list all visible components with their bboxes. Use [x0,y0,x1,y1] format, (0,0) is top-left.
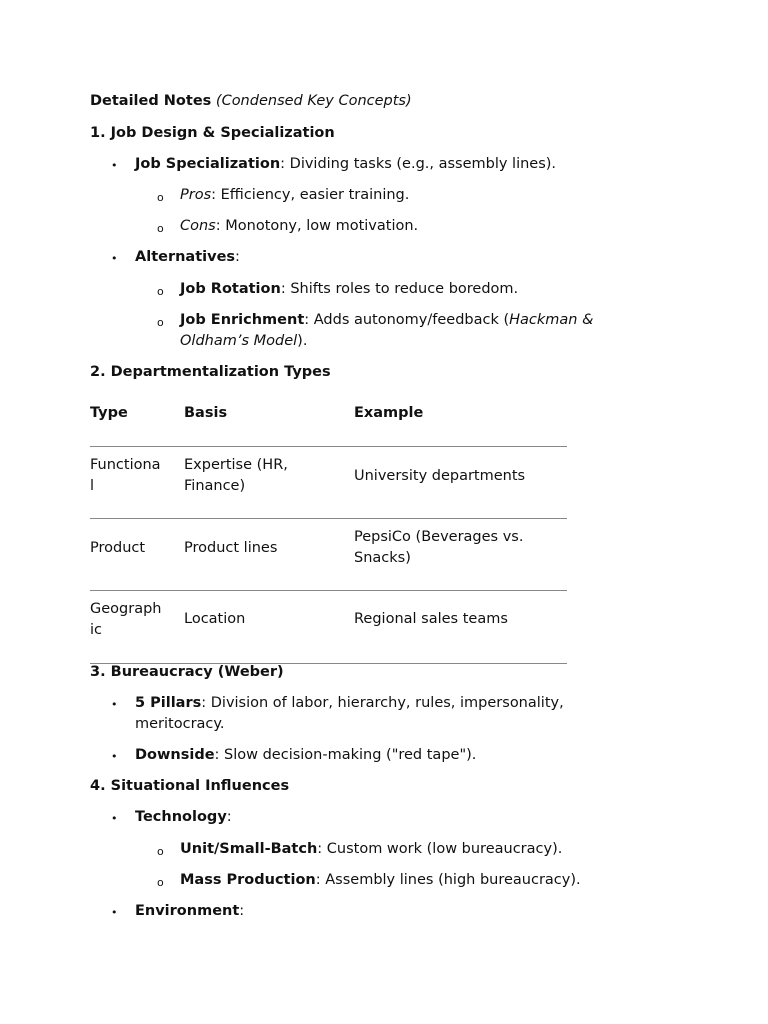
sub-bullet-marker: o [157,222,164,235]
table-rule [90,518,567,519]
desc: : [235,249,240,265]
desc: : Efficiency, easier training. [211,187,410,203]
term: Environment [135,903,240,919]
list-item-job-enrichment [180,310,593,331]
list-item-job-rotation [180,279,518,300]
desc: : Dividing tasks (e.g., assembly lines). [280,156,557,172]
page-title [90,91,412,112]
cell-basis [184,609,245,630]
list-item-5-pillars [135,693,564,714]
cell-type [90,599,161,641]
table-header-basis: Basis [184,405,228,421]
desc: : Assembly lines (high bureaucracy). [315,872,581,888]
sub-bullet-marker: o [157,876,164,889]
list-item-alternatives [135,247,240,268]
sub-bullet-marker: o [157,285,164,298]
desc: : Slow decision-making ("red tape"). [214,747,477,763]
term: Pros [180,187,212,203]
cell-text: University departments [354,468,526,484]
section-2-heading: 2. Departmentalization Types [90,364,331,380]
list-item-unit-small-batch [180,839,562,860]
bullet-marker: • [111,812,118,825]
term: Mass Production [180,872,316,888]
cell-example [354,609,508,630]
model-name: Oldham’s Model [180,333,298,349]
section-4-heading: 4. Situational Influences [90,778,290,794]
table-header-type: Type [90,405,128,421]
list-item-job-enrichment-cont [180,331,307,352]
cell-type [90,455,161,497]
cell-text: Expertise (HR, [184,457,288,473]
list-item-pros [180,185,409,206]
bullet-marker: • [111,698,118,711]
term: Technology [135,809,227,825]
cell-example [354,466,525,487]
desc: : Division of labor, hierarchy, rules, impersonality, [201,695,564,711]
table-header-example: Example [354,405,424,421]
cell-text: Product lines [184,540,278,556]
cell-text: Geograph [90,601,162,617]
term: Job Rotation [180,281,281,297]
cell-text: Regional sales teams [354,611,508,627]
bullet-marker: • [111,159,118,172]
section-3-heading: 3. Bureaucracy (Weber) [90,664,284,680]
cell-text: Location [184,611,246,627]
term: 5 Pillars [135,695,202,711]
cell-text: l [90,478,95,494]
desc: ). [297,333,308,349]
sub-bullet-marker: o [157,845,164,858]
cell-text: Functiona [90,457,161,473]
cell-text: PepsiCo (Beverages vs. [354,529,524,545]
cell-text: ic [90,622,103,638]
term: Alternatives [135,249,236,265]
term: Job Specialization [135,156,281,172]
term: Cons [180,218,216,234]
section-1-heading: 1. Job Design & Specialization [90,125,335,141]
list-item-environment [135,901,244,922]
sub-bullet-marker: o [157,191,164,204]
list-item-mass-production [180,870,581,891]
cell-example [354,527,523,569]
list-item-cons [180,216,418,237]
sub-bullet-marker: o [157,316,164,329]
list-item-downside [135,745,476,766]
cell-basis [184,538,277,559]
title-subtitle: (Condensed Key Concepts) [215,93,412,109]
table-rule [90,446,567,447]
desc: : [239,903,245,919]
cell-type [90,538,145,559]
cell-text: Finance) [184,478,246,494]
bullet-marker: • [111,252,118,265]
list-item-technology [135,807,232,828]
desc: : Shifts roles to reduce boredom. [280,281,519,297]
desc: : Monotony, low motivation. [215,218,419,234]
cell-text: Product [90,540,146,556]
model-name: Hackman & [509,312,594,328]
table-rule [90,590,567,591]
term: Downside [135,747,215,763]
cell-text: Snacks) [354,550,411,566]
desc: : Adds autonomy/feedback ( [304,312,510,328]
list-item-job-specialization [135,154,556,175]
title-text: Detailed Notes [90,93,212,109]
list-item-5-pillars-cont: meritocracy. [135,716,225,732]
term: Unit/Small-Batch [180,841,318,857]
term: Job Enrichment [180,312,305,328]
desc: : [226,809,232,825]
cell-basis [184,455,288,497]
desc: : Custom work (low bureaucracy). [317,841,563,857]
bullet-marker: • [111,906,118,919]
bullet-marker: • [111,750,118,763]
